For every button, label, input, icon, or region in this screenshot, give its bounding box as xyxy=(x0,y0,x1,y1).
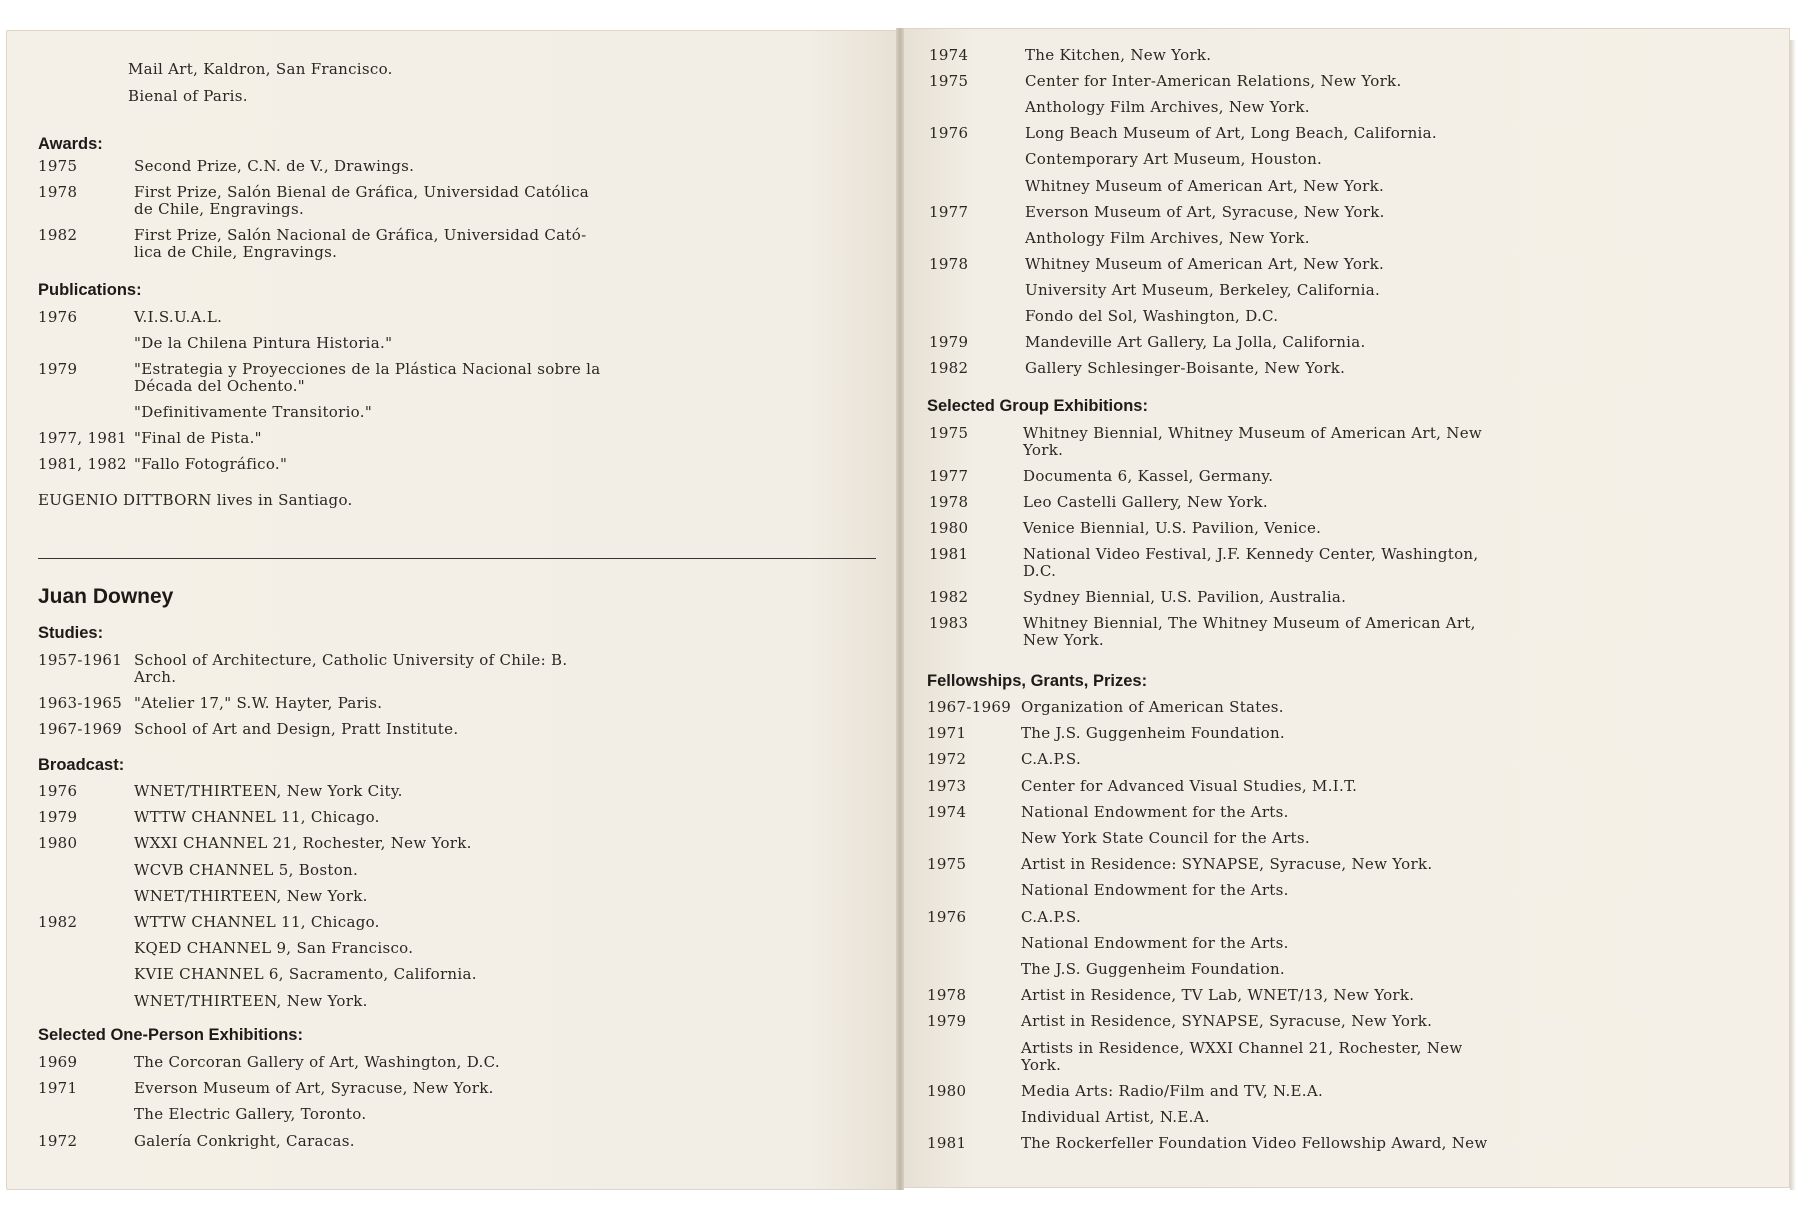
list-item xyxy=(38,809,658,826)
entry-text: School of Architecture, Catholic University of Chile: B. xyxy=(134,651,568,669)
entry-text: WNET/THIRTEEN, New York. xyxy=(134,991,368,1010)
list-item xyxy=(929,425,1549,459)
list-item xyxy=(927,1083,1547,1100)
section-heading-studies: Studies: xyxy=(38,624,104,642)
entry-text: Organization of American States. xyxy=(1021,698,1284,716)
list-item xyxy=(38,721,658,738)
entry-text: Everson Museum of Art, Syracuse, New York. xyxy=(1025,202,1385,221)
entry-year: 1974 xyxy=(927,802,967,821)
list-item xyxy=(927,1013,1547,1030)
entry-text: Leo Castelli Gallery, New York. xyxy=(1023,493,1268,511)
entry-text-continued: D.C. xyxy=(1023,562,1057,580)
list-item xyxy=(929,589,1549,606)
entry-year: 1971 xyxy=(927,724,967,743)
entry-text: University Art Museum, Berkeley, California. xyxy=(1025,280,1381,299)
list-item xyxy=(38,993,658,1010)
entry-year: 1982 xyxy=(38,913,78,931)
list-item xyxy=(38,888,658,905)
entry-text: Long Beach Museum of Art, Long Beach, California. xyxy=(1025,124,1437,143)
entry-text: Documenta 6, Kassel, Germany. xyxy=(1023,467,1274,485)
list-item xyxy=(38,862,658,879)
entry-text-continued: York. xyxy=(1021,1055,1062,1074)
entry-text-continued: Arch. xyxy=(134,668,177,686)
section-heading-fellowships: Fellowships, Grants, Prizes: xyxy=(927,672,1148,690)
entry-year: 1978 xyxy=(929,254,969,273)
list-item xyxy=(927,856,1547,873)
entry-text: WXXI CHANNEL 21, Rochester, New York. xyxy=(134,834,472,853)
entry-text: Whitney Museum of American Art, New York. xyxy=(1025,254,1385,273)
entry-text: "Final de Pista." xyxy=(134,429,262,447)
list-item xyxy=(929,47,1549,64)
intro-line: Mail Art, Kaldron, San Francisco. xyxy=(128,60,393,78)
entry-text: New York State Council for the Arts. xyxy=(1021,829,1310,847)
list-item xyxy=(929,494,1549,511)
entry-year: 1978 xyxy=(38,183,78,201)
list-item xyxy=(929,256,1549,273)
list-item xyxy=(929,308,1549,325)
list-item xyxy=(927,882,1547,899)
list-item xyxy=(929,334,1549,351)
entry-year: 1979 xyxy=(38,360,78,378)
entry-year: 1982 xyxy=(38,226,78,244)
entry-text: "De la Chilena Pintura Historia." xyxy=(134,334,393,352)
section-heading-broadcast: Broadcast: xyxy=(38,756,125,774)
entry-text: National Endowment for the Arts. xyxy=(1021,881,1289,900)
entry-text: Media Arts: Radio/Film and TV, N.E.A. xyxy=(1021,1081,1324,1100)
list-item xyxy=(929,282,1549,299)
entry-text-continued: York. xyxy=(1023,441,1064,459)
entry-year: 1981, 1982 xyxy=(38,455,127,473)
page-edge xyxy=(1790,40,1796,1190)
list-item xyxy=(38,835,658,852)
entry-text: WTTW CHANNEL 11, Chicago. xyxy=(134,808,380,827)
entry-year: 1971 xyxy=(38,1079,78,1098)
entry-year: 1977 xyxy=(929,467,969,485)
list-item xyxy=(38,335,658,352)
entry-text: Artist in Residence, SYNAPSE, Syracuse, New York. xyxy=(1021,1012,1433,1031)
entry-year: 1983 xyxy=(929,614,969,632)
entry-year: 1975 xyxy=(927,855,967,874)
entry-text: Artist in Residence, TV Lab, WNET/13, New York. xyxy=(1021,986,1415,1005)
entry-year: 1975 xyxy=(38,157,78,175)
list-item xyxy=(927,987,1547,1004)
list-item xyxy=(929,204,1549,221)
list-item xyxy=(927,699,1547,716)
entry-year: 1982 xyxy=(929,588,969,606)
entry-year: 1977, 1981 xyxy=(38,429,127,447)
list-item xyxy=(38,1054,658,1071)
entry-text: WTTW CHANNEL 11, Chicago. xyxy=(134,913,380,931)
entry-text: Venice Biennial, U.S. Pavilion, Venice. xyxy=(1023,519,1322,537)
list-item xyxy=(927,1135,1547,1152)
entry-year: 1979 xyxy=(927,1012,967,1031)
entry-text: KVIE CHANNEL 6, Sacramento, California. xyxy=(134,965,477,984)
entry-text-continued: Década del Ochento." xyxy=(134,377,305,395)
entry-text: "Fallo Fotográfico." xyxy=(134,455,288,473)
entry-text-continued: lica de Chile, Engravings. xyxy=(134,243,338,261)
entry-year: 1967-1969 xyxy=(927,698,1012,716)
entry-text: Second Prize, C.N. de V., Drawings. xyxy=(134,157,415,175)
entry-text: Whitney Biennial, The Whitney Museum of American Art, xyxy=(1023,614,1476,632)
residence-note: EUGENIO DITTBORN lives in Santiago. xyxy=(38,491,353,509)
list-item xyxy=(929,73,1549,90)
list-item xyxy=(927,1040,1547,1074)
list-item xyxy=(929,151,1549,168)
list-item xyxy=(927,935,1547,952)
entry-text: Sydney Biennial, U.S. Pavilion, Australia. xyxy=(1023,588,1347,606)
entry-text: Center for Advanced Visual Studies, M.I.T. xyxy=(1021,776,1358,795)
list-item xyxy=(927,778,1547,795)
entry-year: 1981 xyxy=(927,1134,967,1153)
list-item xyxy=(929,178,1549,195)
entry-text: Artist in Residence: SYNAPSE, Syracuse, New York. xyxy=(1021,855,1433,874)
entry-text: Whitney Biennial, Whitney Museum of American Art, New xyxy=(1023,424,1483,442)
list-item xyxy=(927,909,1547,926)
list-item xyxy=(38,184,658,218)
entry-text: "Atelier 17," S.W. Hayter, Paris. xyxy=(134,694,383,712)
entry-text: Mandeville Art Gallery, La Jolla, California. xyxy=(1025,333,1366,352)
entry-year: 1979 xyxy=(38,808,78,827)
list-item xyxy=(927,1109,1547,1126)
list-item xyxy=(929,468,1549,485)
entry-year: 1975 xyxy=(929,424,969,442)
list-item xyxy=(38,456,658,473)
entry-year: 1963-1965 xyxy=(38,694,123,712)
entry-year: 1980 xyxy=(38,834,78,853)
list-item xyxy=(38,1106,658,1123)
entry-text: The Rockerfeller Foundation Video Fellowship Award, New xyxy=(1021,1134,1488,1153)
list-item xyxy=(927,961,1547,978)
entry-text: National Video Festival, J.F. Kennedy Center, Washington, xyxy=(1023,545,1479,563)
book-gutter xyxy=(896,28,904,1190)
list-item xyxy=(38,1080,658,1097)
entry-text: "Estrategia y Proyecciones de la Plástica Nacional sobre la xyxy=(134,360,601,378)
list-item xyxy=(927,804,1547,821)
list-item xyxy=(38,158,658,175)
entry-text: C.A.P.S. xyxy=(1021,907,1082,926)
entry-text-continued: de Chile, Engravings. xyxy=(134,200,305,218)
entry-year: 1976 xyxy=(38,308,78,326)
entry-text-continued: New York. xyxy=(1023,631,1104,649)
list-item xyxy=(929,230,1549,247)
entry-text: First Prize, Salón Nacional de Gráfica, Universidad Cató- xyxy=(134,226,587,244)
entry-year: 1957-1961 xyxy=(38,651,123,669)
entry-text: Center for Inter-American Relations, New York. xyxy=(1025,72,1402,91)
list-item xyxy=(927,830,1547,847)
entry-text: National Endowment for the Arts. xyxy=(1021,933,1289,952)
list-item xyxy=(929,99,1549,116)
entry-text: Whitney Museum of American Art, New York. xyxy=(1025,176,1385,195)
section-heading-one-person: Selected One-Person Exhibitions: xyxy=(38,1026,303,1044)
list-item xyxy=(38,1133,658,1150)
list-item xyxy=(38,652,658,686)
list-item xyxy=(38,404,658,421)
entry-year: 1977 xyxy=(929,202,969,221)
list-item xyxy=(38,227,658,261)
entry-year: 1974 xyxy=(929,46,969,64)
entry-year: 1980 xyxy=(927,1081,967,1100)
entry-text: Artists in Residence, WXXI Channel 21, Rochester, New xyxy=(1021,1038,1463,1057)
list-item xyxy=(927,725,1547,742)
list-item xyxy=(38,966,658,983)
list-item xyxy=(38,309,658,326)
list-item xyxy=(38,430,658,447)
entry-text: The J.S. Guggenheim Foundation. xyxy=(1021,960,1285,978)
intro-line: Bienal of Paris. xyxy=(128,87,248,105)
section-heading-group: Selected Group Exhibitions: xyxy=(927,397,1148,415)
list-item xyxy=(38,914,658,931)
entry-text: WNET/THIRTEEN, New York City. xyxy=(134,782,403,800)
section-divider xyxy=(38,558,876,559)
list-item xyxy=(929,615,1549,649)
entry-text: Anthology Film Archives, New York. xyxy=(1025,228,1310,247)
entry-text: National Endowment for the Arts. xyxy=(1021,802,1289,821)
entry-text: WNET/THIRTEEN, New York. xyxy=(134,886,368,905)
entry-text: First Prize, Salón Bienal de Gráfica, Universidad Católica xyxy=(134,183,590,201)
entry-text: KQED CHANNEL 9, San Francisco. xyxy=(134,939,414,958)
entry-year: 1982 xyxy=(929,359,969,378)
section-heading-awards: Awards: xyxy=(38,135,103,153)
list-item xyxy=(927,751,1547,768)
list-item xyxy=(929,520,1549,537)
entry-text: Individual Artist, N.E.A. xyxy=(1021,1108,1210,1126)
list-item xyxy=(38,783,658,800)
entry-year: 1978 xyxy=(929,493,969,511)
entry-text: The Electric Gallery, Toronto. xyxy=(134,1105,367,1124)
entry-text: The J.S. Guggenheim Foundation. xyxy=(1021,724,1285,743)
entry-year: 1967-1969 xyxy=(38,720,123,738)
entry-year: 1972 xyxy=(38,1131,78,1150)
entry-text: The Corcoran Gallery of Art, Washington, D.C. xyxy=(134,1053,500,1071)
list-item xyxy=(38,361,658,395)
list-item xyxy=(929,546,1549,580)
entry-text: "Definitivamente Transitorio." xyxy=(134,403,373,421)
artist-name: Juan Downey xyxy=(38,585,174,608)
list-item xyxy=(38,940,658,957)
entry-year: 1972 xyxy=(927,750,967,769)
entry-year: 1975 xyxy=(929,72,969,91)
entry-year: 1976 xyxy=(38,782,78,800)
entry-text: Fondo del Sol, Washington, D.C. xyxy=(1025,307,1279,325)
entry-text: School of Art and Design, Pratt Institute. xyxy=(134,720,459,738)
entry-year: 1976 xyxy=(929,124,969,143)
entry-year: 1976 xyxy=(927,907,967,926)
entry-year: 1980 xyxy=(929,519,969,537)
entry-text: WCVB CHANNEL 5, Boston. xyxy=(134,860,359,879)
entry-year: 1969 xyxy=(38,1053,78,1071)
entry-text: Contemporary Art Museum, Houston. xyxy=(1025,150,1323,169)
list-item xyxy=(38,695,658,712)
list-item xyxy=(929,360,1549,377)
entry-text: Gallery Schlesinger-Boisante, New York. xyxy=(1025,359,1346,378)
entry-text: Everson Museum of Art, Syracuse, New York. xyxy=(134,1079,494,1098)
entry-text: Galería Conkright, Caracas. xyxy=(134,1131,355,1150)
entry-text: The Kitchen, New York. xyxy=(1025,46,1212,64)
list-item xyxy=(929,125,1549,142)
entry-text: Anthology Film Archives, New York. xyxy=(1025,98,1310,117)
entry-year: 1979 xyxy=(929,333,969,352)
entry-year: 1973 xyxy=(927,776,967,795)
entry-text: V.I.S.U.A.L. xyxy=(134,308,223,326)
section-heading-publications: Publications: xyxy=(38,281,142,299)
entry-year: 1978 xyxy=(927,986,967,1005)
entry-year: 1981 xyxy=(929,545,969,563)
entry-text: C.A.P.S. xyxy=(1021,750,1082,769)
